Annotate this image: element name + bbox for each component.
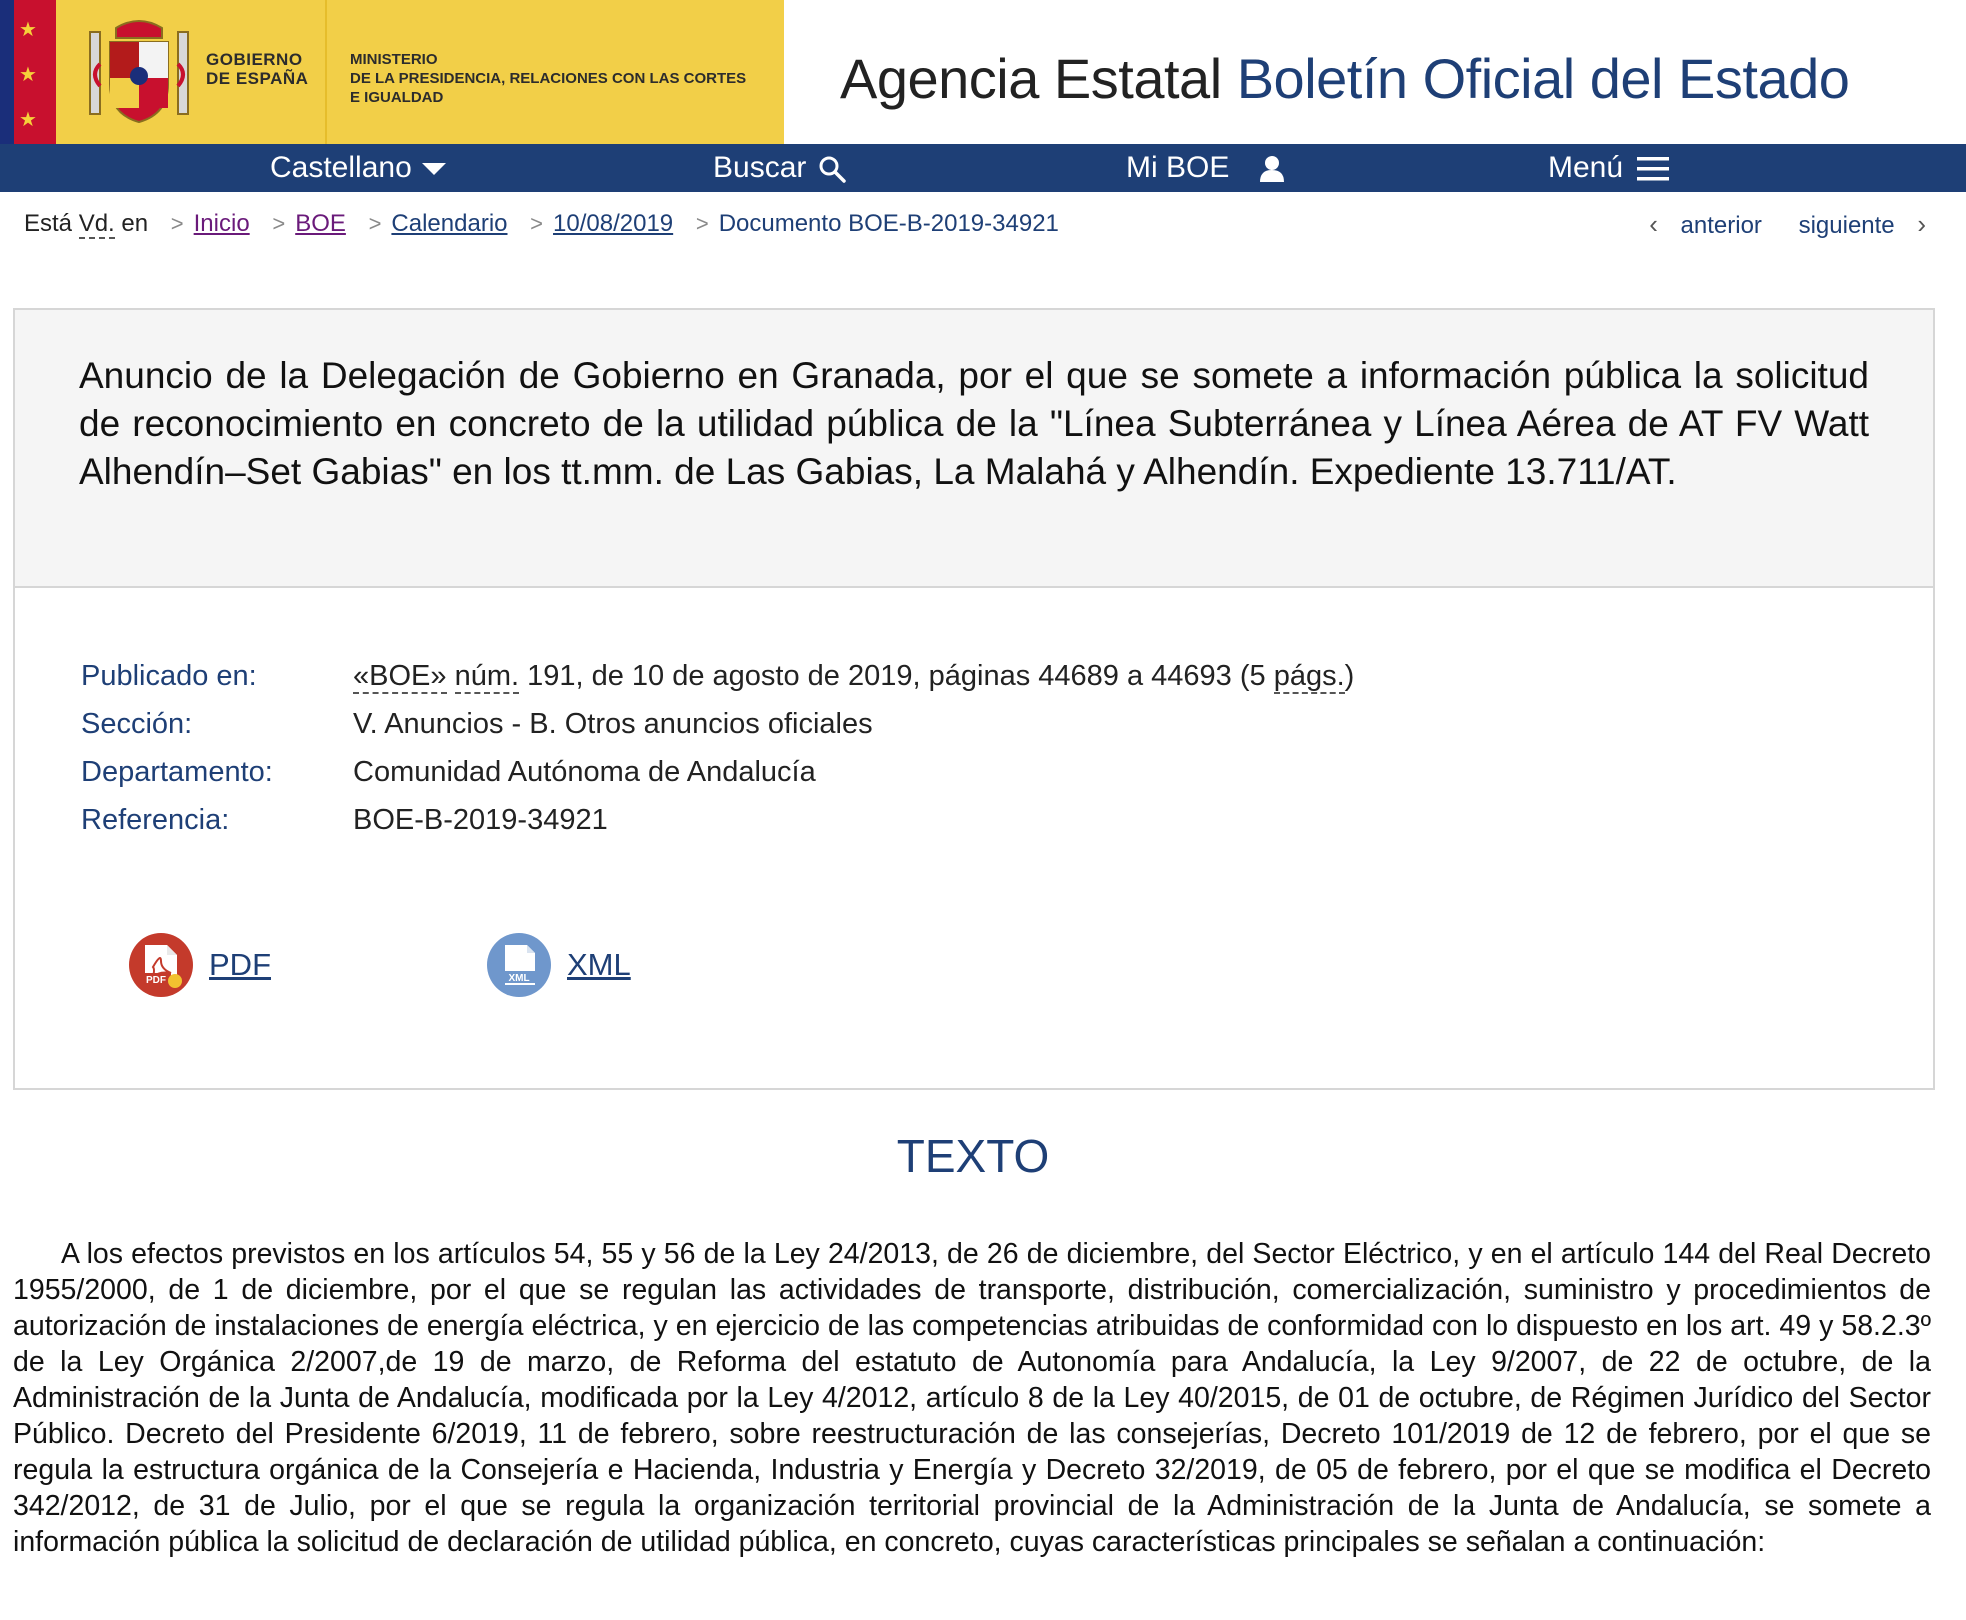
breadcrumb — [24, 204, 1059, 244]
section-value: V. Anuncios - B. Otros anuncios oficiales — [353, 708, 873, 740]
published-value — [353, 652, 1354, 700]
ministry-name — [350, 50, 770, 107]
ministry-name-line: DE LA PRESIDENCIA, RELACIONES CON LAS CORTES — [350, 70, 747, 87]
chevron-right-icon: > — [272, 211, 286, 236]
xml-badge-text: XML — [508, 973, 530, 984]
main-navigation — [0, 144, 1966, 192]
chevron-right-icon: > — [368, 211, 382, 236]
government-name-line: DE ESPAÑA — [206, 69, 309, 88]
breadcrumb-link-calendario[interactable]: Calendario — [391, 210, 508, 237]
pags-abbr: págs. — [1273, 660, 1345, 692]
pdf-badge-text: PDF — [146, 975, 166, 986]
breadcrumb-link-boe[interactable]: BOE — [295, 210, 346, 237]
chevron-right-icon: > — [530, 211, 544, 236]
my-boe-button[interactable] — [1126, 144, 1285, 192]
breadcrumb-link-date[interactable]: 10/08/2019 — [553, 210, 674, 237]
site-title-accent: Boletín Oficial del Estado — [1236, 47, 1850, 110]
breadcrumb-prefix: en — [121, 210, 149, 237]
ministry-name-line: E IGUALDAD — [350, 89, 444, 106]
site-header — [0, 0, 1966, 144]
reference-label: Referencia: — [81, 804, 230, 836]
text-section-heading: TEXTO — [896, 1130, 1050, 1182]
body-paragraph: A los efectos previstos en los artículos 54, 55 y 56 de la Ley 24/2013, de 26 de diciembre, del Sector Eléctrico, y en el artículo 144 del Real Decreto 1955/2000, de 1 de diciembre, por el que se regulan las actividades de transporte, distribución, comercialización, suministro y procedimientos de autorización de instalaciones de energía eléctrica, y en ejercicio de las competencias atribuidas de conformidad con lo dispuesto en los art. 49 y 58.2.3º de la Ley Orgánica 2/2007,de 19 de marzo, de Reforma del estatuto de Autonomía para Andalucía, la Ley 9/2007, de 22 de octubre, de la Administración de la Junta de Andalucía, modificada por la Ley 4/2012, artículo 8 de la Ley 40/2015, de 01 de octubre, de Régimen Jurídico del Sector Público. Decreto del Presidente 6/2019, 11 de febrero, sobre reestructuración de las consejerías, Decreto 101/2019 de 12 de febrero, por el que se regula la estructura orgánica de la Consejería e Hacienda, Industria y Energía y Decreto 32/2019, de 05 de febrero, por el que se modifica el Decreto 342/2012, de 31 de Julio, por el que se regula la organización territorial provincial de la Administración de la Junta de Andalucía, se somete a información pública la solicitud de declaración de utilidad pública, en concreto, cuyas características principales se señalan a continuación: — [13, 1238, 1931, 1558]
reference-value: BOE-B-2019-34921 — [353, 804, 608, 836]
pdf-label: PDF — [209, 947, 271, 982]
published-label: Publicado en: — [81, 660, 257, 692]
metadata-row-section — [81, 700, 1354, 748]
chevron-right-icon: > — [695, 211, 709, 236]
pdf-file-icon — [127, 931, 195, 999]
breadcrumb-link-inicio[interactable]: Inicio — [193, 210, 250, 237]
chevron-right-icon: > — [170, 211, 184, 236]
my-boe-label: Mi BOE — [1126, 151, 1230, 184]
metadata-row-department — [81, 748, 1354, 796]
document-pager — [1649, 204, 1926, 244]
ministry-name-line: MINISTERIO — [350, 51, 438, 68]
published-details: 191, de 10 de agosto de 2019, páginas 44689 a 44693 (5 — [519, 660, 1274, 692]
xml-download-link[interactable] — [485, 930, 631, 1000]
xml-label: XML — [567, 947, 631, 982]
search-icon — [818, 155, 846, 183]
search-label: Buscar — [713, 151, 807, 184]
document-summary-box — [13, 308, 1935, 1090]
site-title[interactable] — [840, 44, 1849, 114]
government-name — [206, 50, 308, 88]
section-label: Sección: — [81, 708, 193, 740]
breadcrumb-current: Documento BOE-B-2019-34921 — [718, 210, 1059, 237]
num-abbr: núm. — [454, 660, 520, 692]
metadata-row-published — [81, 652, 1354, 700]
boe-abbr: «BOE» — [353, 660, 447, 692]
chevron-right-icon[interactable]: › — [1917, 209, 1926, 239]
document-title: Anuncio de la Delegación de Gobierno en Granada, por el que se somete a información pública la solicitud de reconocimiento en concreto de la utilidad pública de la "Línea Subterránea y Línea Aérea de AT FV Watt Alhendín–Set Gabias" en los tt.mm. de Las Gabias, La Malahá y Alhendín. Expediente 13.711/AT. — [79, 355, 1869, 492]
document-metadata — [81, 652, 1354, 844]
menu-button[interactable] — [1548, 144, 1669, 192]
user-icon — [1259, 155, 1285, 183]
chevron-left-icon[interactable]: ‹ — [1649, 209, 1658, 239]
pdf-download-link[interactable] — [127, 930, 271, 1000]
hamburger-menu-icon — [1637, 156, 1669, 182]
caret-down-icon — [420, 161, 448, 177]
breadcrumb-prefix: Está — [24, 210, 73, 237]
language-label: Castellano — [270, 151, 412, 184]
xml-file-icon — [485, 931, 553, 999]
department-value: Comunidad Autónoma de Andalucía — [353, 756, 816, 788]
published-close: ) — [1344, 660, 1355, 692]
banner-divider — [325, 0, 327, 144]
document-title-area — [15, 310, 1933, 588]
coat-of-arms-logo — [86, 14, 192, 128]
breadcrumb-prefix-abbr: Vd. — [78, 210, 115, 237]
department-label: Departamento: — [81, 756, 273, 788]
government-name-line: GOBIERNO — [206, 50, 303, 69]
search-nav-button[interactable] — [713, 144, 846, 192]
metadata-row-reference — [81, 796, 1354, 844]
government-banner[interactable] — [0, 0, 784, 144]
language-selector[interactable] — [270, 144, 448, 192]
previous-link[interactable]: anterior — [1680, 212, 1762, 239]
site-title-prefix: Agencia Estatal — [840, 47, 1222, 110]
next-link[interactable]: siguiente — [1798, 212, 1895, 239]
eu-stars-icon: ★ ★ ★ — [19, 19, 37, 131]
menu-label: Menú — [1548, 151, 1624, 184]
